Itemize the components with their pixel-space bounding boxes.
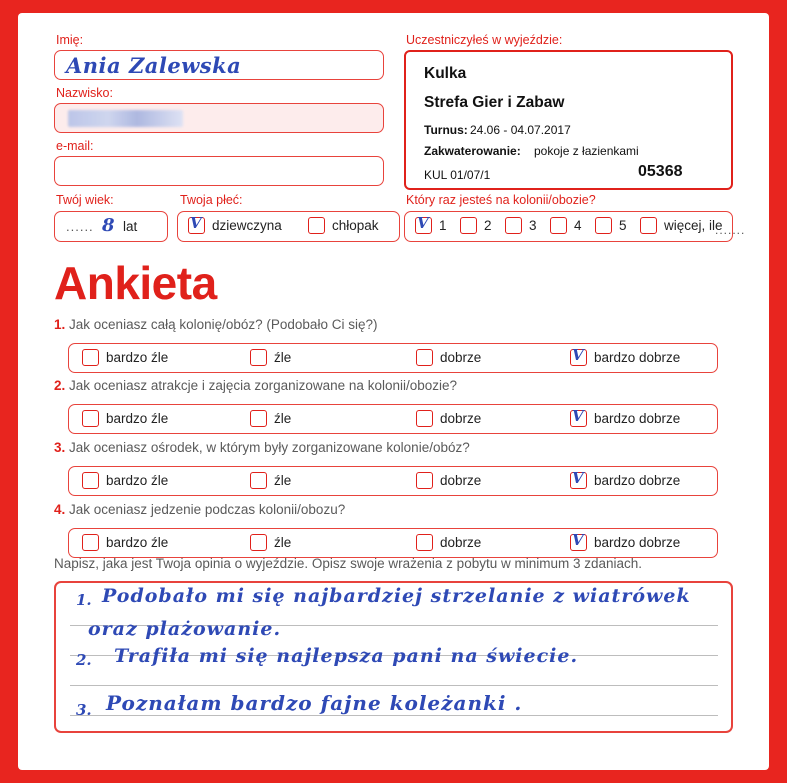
- q4-option-2[interactable]: [416, 534, 481, 551]
- page-title: Ankieta: [54, 257, 217, 309]
- gender-girl-label: dziewczyna: [212, 218, 282, 234]
- times-more-label: więcej, ile: [664, 218, 723, 234]
- q1-opt2-label: dobrze: [440, 350, 482, 365]
- camp-subname: Strefa Gier i Zabaw: [424, 94, 565, 111]
- q1-opt2-checkbox[interactable]: [416, 349, 433, 366]
- gender-boy-checkbox[interactable]: [308, 217, 325, 234]
- gender-option-boy[interactable]: [308, 217, 379, 235]
- q1-opt3-checkbox[interactable]: [570, 349, 587, 366]
- q2-opt1-checkbox[interactable]: [250, 410, 267, 427]
- camp-turnus-value: 24.06 - 04.07.2017: [470, 123, 571, 137]
- q4-opt3-label: bardzo dobrze: [594, 535, 681, 550]
- q1-opt1-label: źle: [274, 350, 292, 365]
- age-unit: lat: [123, 219, 138, 234]
- q3-opt1-label: źle: [274, 473, 292, 488]
- camp-name: Kulka: [424, 65, 467, 82]
- q3-option-1[interactable]: [250, 472, 291, 489]
- age-label: Twój wiek:: [56, 193, 114, 207]
- gender-option-girl[interactable]: [188, 217, 282, 235]
- question-2-body: Jak oceniasz atrakcje i zajęcia zorganizowane na kolonii/obozie?: [69, 378, 458, 393]
- q1-option-0[interactable]: [82, 349, 168, 366]
- q1-opt0-checkbox[interactable]: [82, 349, 99, 366]
- q4-option-0[interactable]: [82, 534, 168, 551]
- question-4-number: 4.: [54, 502, 66, 517]
- camp-turnus-label: Turnus:: [424, 123, 468, 137]
- q4-opt3-checkbox[interactable]: [570, 534, 587, 551]
- q3-option-2[interactable]: [416, 472, 481, 489]
- question-2-number: 2.: [54, 378, 66, 393]
- q2-option-1[interactable]: [250, 410, 291, 427]
- times-4-label: 4: [574, 218, 582, 234]
- q3-option-0[interactable]: [82, 472, 168, 489]
- q2-option-2[interactable]: [416, 410, 481, 427]
- q1-option-2[interactable]: [416, 349, 481, 366]
- times-option-2[interactable]: [460, 217, 492, 235]
- last-name-redaction: [68, 110, 183, 127]
- email-input[interactable]: [54, 156, 384, 186]
- email-label: e-mail:: [56, 139, 94, 153]
- times-option-1[interactable]: [415, 217, 447, 235]
- question-1-number: 1.: [54, 317, 66, 332]
- q1-opt0-label: bardzo źle: [106, 350, 169, 365]
- q3-opt3-checkbox[interactable]: [570, 472, 587, 489]
- age-dots: ......: [66, 219, 94, 234]
- q4-opt2-label: dobrze: [440, 535, 482, 550]
- q3-opt2-label: dobrze: [440, 473, 482, 488]
- times-1-label: 1: [439, 218, 447, 234]
- q1-option-1[interactable]: [250, 349, 291, 366]
- question-3-number: 3.: [54, 440, 66, 455]
- times-option-5[interactable]: [595, 217, 627, 235]
- q2-opt0-label: bardzo źle: [106, 411, 169, 426]
- question-1-text: [54, 317, 377, 332]
- question-4-body: Jak oceniasz jedzenie podczas kolonii/obozu?: [69, 502, 346, 517]
- opinion-line-4-number: 3.: [76, 701, 92, 719]
- camp-accommodation-label: Zakwaterowanie:: [424, 144, 521, 158]
- camp-header-label: Uczestniczyłeś w wyjeździe:: [406, 33, 563, 47]
- opinion-rule-4: [70, 715, 718, 716]
- q2-opt1-label: źle: [274, 411, 292, 426]
- survey-sheet: [18, 13, 769, 770]
- first-name-label: Imię:: [56, 33, 84, 47]
- times-4-checkbox[interactable]: [550, 217, 567, 234]
- gender-girl-checkbox[interactable]: [188, 217, 205, 234]
- q4-opt2-checkbox[interactable]: [416, 534, 433, 551]
- q2-option-3[interactable]: [570, 410, 680, 427]
- q4-opt0-checkbox[interactable]: [82, 534, 99, 551]
- opinion-line-3-text: Trafiła mi się najlepsza pani na świecie.: [114, 645, 579, 667]
- age-value: 8: [102, 215, 116, 236]
- times-label: Który raz jesteś na kolonii/obozie?: [406, 193, 596, 207]
- times-2-checkbox[interactable]: [460, 217, 477, 234]
- q3-opt0-checkbox[interactable]: [82, 472, 99, 489]
- times-3-checkbox[interactable]: [505, 217, 522, 234]
- question-3-body: Jak oceniasz ośrodek, w którym były zorganizowane kolonie/obóz?: [69, 440, 470, 455]
- times-5-checkbox[interactable]: [595, 217, 612, 234]
- question-1-body: Jak oceniasz całą kolonię/obóz? (Podobało Ci się?): [69, 317, 378, 332]
- q1-option-3[interactable]: [570, 349, 680, 366]
- times-2-label: 2: [484, 218, 492, 234]
- gender-boy-label: chłopak: [332, 218, 379, 234]
- gender-label: Twoja płeć:: [180, 193, 243, 207]
- question-4-text: [54, 502, 345, 517]
- q2-option-0[interactable]: [82, 410, 168, 427]
- question-2-text: [54, 378, 457, 393]
- times-option-3[interactable]: [505, 217, 537, 235]
- q2-opt2-label: dobrze: [440, 411, 482, 426]
- q1-opt3-label: bardzo dobrze: [594, 350, 681, 365]
- camp-accommodation-value: pokoje z łazienkami: [534, 144, 639, 158]
- times-more-checkbox[interactable]: [640, 217, 657, 234]
- opinion-line-1-number: 1.: [76, 591, 92, 609]
- opinion-rule-3: [70, 685, 718, 686]
- q2-opt0-checkbox[interactable]: [82, 410, 99, 427]
- q4-opt1-label: źle: [274, 535, 292, 550]
- q4-option-1[interactable]: [250, 534, 291, 551]
- opinion-line-4-text: Poznałam bardzo fajne koleżanki .: [106, 691, 523, 715]
- opinion-line-3-number: 2.: [76, 651, 92, 669]
- camp-code: KUL 01/07/1: [424, 168, 491, 182]
- q3-option-3[interactable]: [570, 472, 680, 489]
- q3-opt1-checkbox[interactable]: [250, 472, 267, 489]
- q1-opt1-checkbox[interactable]: [250, 349, 267, 366]
- q4-option-3[interactable]: [570, 534, 680, 551]
- last-name-label: Nazwisko:: [56, 86, 113, 100]
- times-more-dots: .......: [715, 223, 746, 237]
- q2-opt2-checkbox[interactable]: [416, 410, 433, 427]
- camp-number: 05368: [638, 163, 683, 180]
- times-option-4[interactable]: [550, 217, 582, 235]
- q2-opt3-label: bardzo dobrze: [594, 411, 681, 426]
- q3-opt3-label: bardzo dobrze: [594, 473, 681, 488]
- times-3-label: 3: [529, 218, 537, 234]
- opinion-line-2-text: oraz plażowanie.: [88, 618, 282, 640]
- q2-opt3-checkbox[interactable]: [570, 410, 587, 427]
- times-5-label: 5: [619, 218, 627, 234]
- first-name-value: Ania Zalewska: [66, 53, 242, 78]
- opinion-line-1-text: Podobało mi się najbardziej strzelanie z wiatrówek: [102, 585, 691, 607]
- q4-opt0-label: bardzo źle: [106, 535, 169, 550]
- opinion-prompt: Napisz, jaka jest Twoja opinia o wyjeździe. Opisz swoje wrażenia z pobytu w minimum 3 zdaniach.: [54, 556, 643, 571]
- question-3-text: [54, 440, 470, 455]
- q3-opt0-label: bardzo źle: [106, 473, 169, 488]
- q4-opt1-checkbox[interactable]: [250, 534, 267, 551]
- times-option-more[interactable]: [640, 217, 723, 235]
- q3-opt2-checkbox[interactable]: [416, 472, 433, 489]
- times-1-checkbox[interactable]: [415, 217, 432, 234]
